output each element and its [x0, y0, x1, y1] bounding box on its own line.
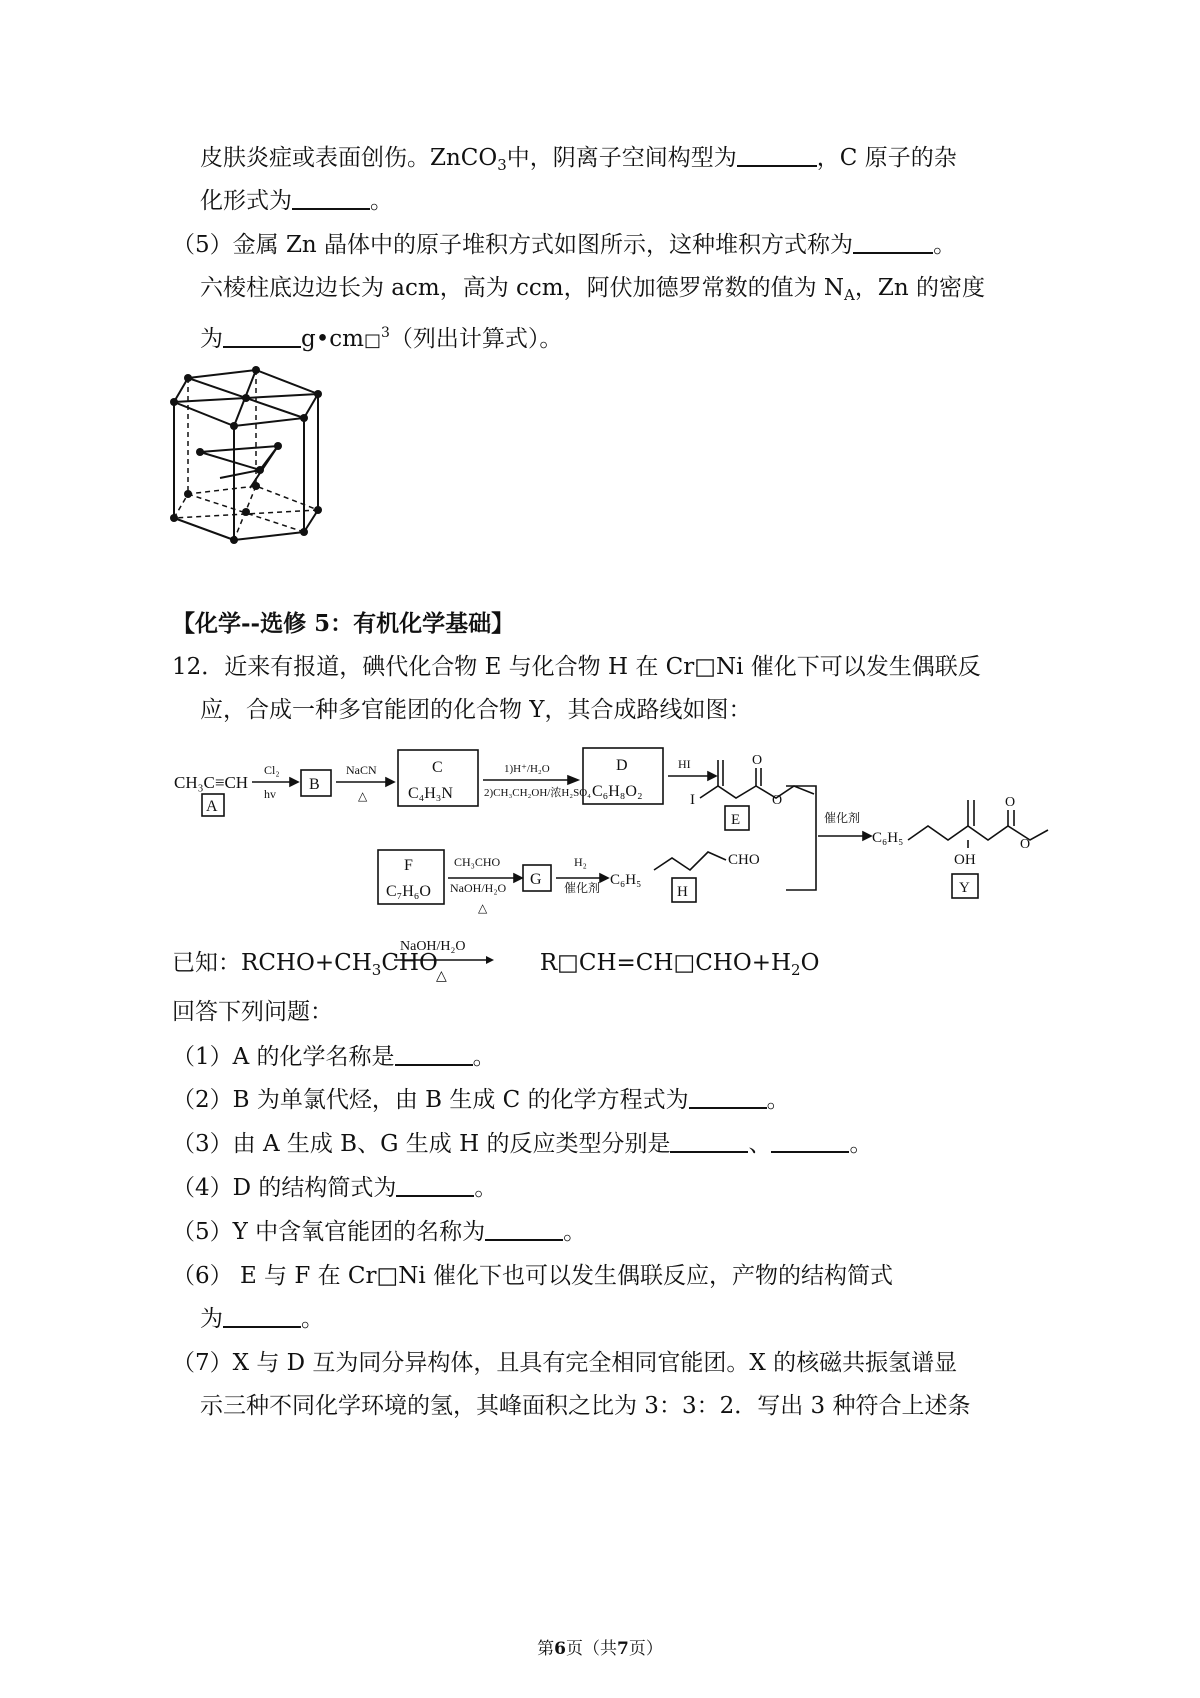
- page-footer: 第6页（共7页）: [537, 1639, 663, 1659]
- reagent-step2: 2)CH₃CH₂OH/浓H₂SO₄: [484, 787, 592, 799]
- carbonyl-oxygen: O: [752, 753, 763, 768]
- question-part-6-line1: （6） E 与 F 在 Cr□Ni 催化下也可以发生偶联反应，产物的结构简式: [172, 1263, 894, 1289]
- reagent-h2: H₂: [574, 855, 587, 869]
- answer-blank: [485, 1219, 563, 1241]
- compound-f-formula: C₇H₆O: [386, 883, 431, 900]
- question-part-6-line2: 为 。: [200, 1306, 324, 1332]
- synthesis-route-figure: [168, 740, 1068, 920]
- answer-blank: [853, 232, 933, 254]
- answer-blank: [223, 326, 301, 348]
- q11-line4: 六棱柱底边边长为 acm，高为 ccm，阿伏加德罗常数的值为 $N_A$，Zn 的密度: [200, 275, 985, 304]
- catalyst-label: 催化剂: [564, 881, 601, 895]
- compound-y-label: Y: [959, 880, 970, 896]
- compound-e-label: E: [731, 812, 741, 828]
- compound-a-formula: CH₃C≡CH: [174, 773, 249, 792]
- answer-intro: 回答下列问题：: [172, 999, 333, 1025]
- aldehyde-group: CHO: [728, 852, 760, 868]
- q12-line1: 12．近来有报道，碘代化合物 E 与化合物 H 在 Cr□Ni 催化下可以发生偶联反: [172, 654, 981, 680]
- phenyl-group: C₆H₅: [610, 872, 642, 888]
- answer-blank: [223, 1306, 301, 1328]
- question-part-4: （4）D 的结构简式为 。: [172, 1175, 498, 1201]
- compound-c-formula: C₄H₃N: [408, 785, 453, 802]
- q11-line2: 化形式为 。: [200, 188, 393, 214]
- reagent-hi: HI: [678, 757, 691, 771]
- reagent-acetaldehyde: CH₃CHO: [454, 855, 501, 869]
- compound-c-label: C: [432, 759, 443, 776]
- ester-oxygen: O: [1020, 837, 1031, 852]
- hcp-crystal-figure: [160, 360, 330, 550]
- condition-heat: △: [478, 901, 488, 915]
- answer-blank: [689, 1087, 767, 1109]
- answer-blank: [292, 188, 370, 210]
- question-part-5: （5）Y 中含氧官能团的名称为 。: [172, 1219, 587, 1245]
- q11-line1: 皮肤炎症或表面创伤。ZnCO$_3$中，阴离子空间构型为 ，C 原子的杂: [200, 145, 957, 174]
- q12-line2: 应，合成一种多官能团的化合物 Y，其合成路线如图：: [200, 697, 752, 723]
- answer-blank: [670, 1131, 748, 1153]
- reagent-nacn: NaCN: [346, 763, 377, 777]
- known-reaction: 已知：$RCHO+CH_3CHO$ $R□CH=CH□CHO+H_2O$: [172, 950, 820, 979]
- hydroxyl-group: OH: [954, 852, 976, 868]
- section-title: 【化学--选修 5：有机化学基础】: [172, 610, 515, 637]
- condition-heat: △: [358, 789, 368, 803]
- answer-blank: [395, 1044, 473, 1066]
- catalyst-label: 催化剂: [824, 811, 861, 825]
- reaction-condition-bottom: △: [436, 969, 447, 984]
- answer-blank: [396, 1175, 474, 1197]
- answer-blank: [771, 1131, 849, 1153]
- question-part-1: （1）A 的化学名称是 。: [172, 1044, 496, 1070]
- compound-b-label: B: [309, 776, 320, 793]
- carbonyl-oxygen: O: [1005, 795, 1016, 810]
- compound-a-label: A: [206, 798, 218, 815]
- question-part-7-line1: （7）X 与 D 互为同分异构体，且具有完全相同官能团。X 的核磁共振氢谱显: [172, 1350, 958, 1376]
- question-part-7-line2: 示三种不同化学环境的氢，其峰面积之比为 3：3：2．写出 3 种符合上述条: [200, 1393, 971, 1419]
- reagent-cl2: Cl₂: [264, 763, 280, 777]
- phenyl-group: C₆H₅: [872, 830, 904, 846]
- compound-g-label: G: [530, 871, 542, 888]
- ester-oxygen: O: [772, 793, 783, 808]
- q11-line5: 为 g•cm□$^3$（列出计算式）。: [200, 325, 563, 352]
- compound-d-label: D: [616, 757, 628, 774]
- reagent-naoh: NaOH/H₂O: [450, 881, 507, 895]
- compound-f-label: F: [404, 857, 413, 874]
- condition-hv: hv: [264, 787, 276, 801]
- question-part-3: （3）由 A 生成 B、G 生成 H 的反应类型分别是 、 。: [172, 1131, 873, 1157]
- compound-h-label: H: [677, 884, 688, 900]
- reaction-condition-arrow: [392, 936, 496, 984]
- reagent-step1: 1)H⁺/H₂O: [504, 763, 550, 775]
- question-part-2: （2）B 为单氯代烃，由 B 生成 C 的化学方程式为 。: [172, 1087, 790, 1113]
- iodine-atom: I: [690, 792, 695, 808]
- compound-d-formula: C₆H₈O₂: [592, 783, 643, 800]
- reaction-condition-top: NaOH/H₂O: [400, 939, 466, 954]
- q11-line3: （5）金属 Zn 晶体中的原子堆积方式如图所示，这种堆积方式称为 。: [172, 232, 957, 258]
- answer-blank: [737, 145, 817, 167]
